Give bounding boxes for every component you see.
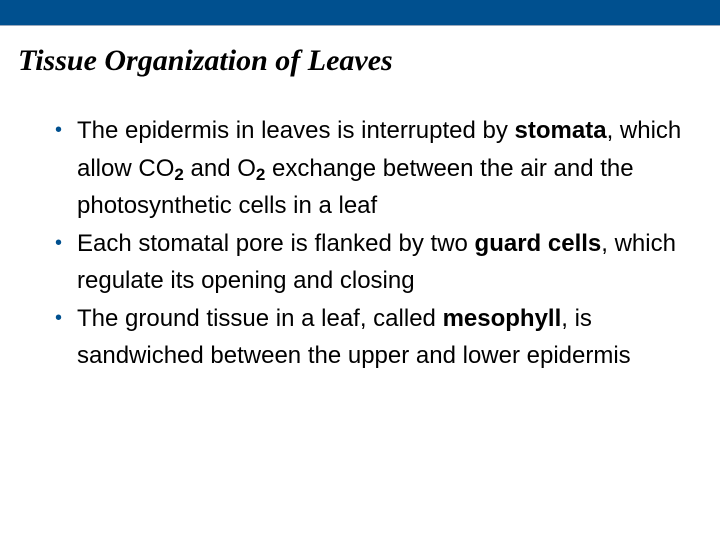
bullet-list — [47, 112, 692, 375]
bullet-text-part: The ground tissue in a leaf, called — [77, 304, 443, 332]
title-divider — [0, 25, 720, 26]
bullet-text-part: The epidermis in leaves is interrupted by — [77, 117, 515, 144]
slide-title: Tissue Organization of Leaves — [18, 44, 393, 77]
bold-term-mesophyll: mesophyll — [442, 304, 562, 332]
bullet-text-part: , which regulate its opening and closing — [77, 229, 676, 294]
subscript: 2 — [174, 164, 184, 184]
bullet-text — [77, 117, 681, 219]
bold-term-guard-cells: guard cells — [474, 229, 602, 257]
bullet-text — [77, 230, 676, 295]
bullet-item-mesophyll — [47, 300, 692, 375]
bullet-item-guard-cells — [47, 225, 692, 300]
bold-term-stomata: stomata — [514, 117, 607, 144]
bullet-text-part: , which allow CO — [77, 117, 682, 182]
subscript: 2 — [255, 164, 266, 184]
header-bar — [0, 0, 720, 25]
bullet-item-stomata — [47, 112, 692, 225]
bullet-text — [77, 305, 631, 370]
bullet-text-part: exchange between the air and the photosynthetic cells in a leaf — [77, 154, 634, 219]
bullet-text-part: , is sandwiched between the upper and lower epidermis — [77, 304, 631, 369]
bullet-text-part: and O — [183, 154, 256, 182]
bullet-text-part: Each stomatal pore is flanked by two — [77, 229, 475, 257]
bullet-icon: • — [55, 231, 63, 254]
bullet-icon: • — [55, 119, 63, 141]
bullet-icon: • — [55, 306, 63, 329]
